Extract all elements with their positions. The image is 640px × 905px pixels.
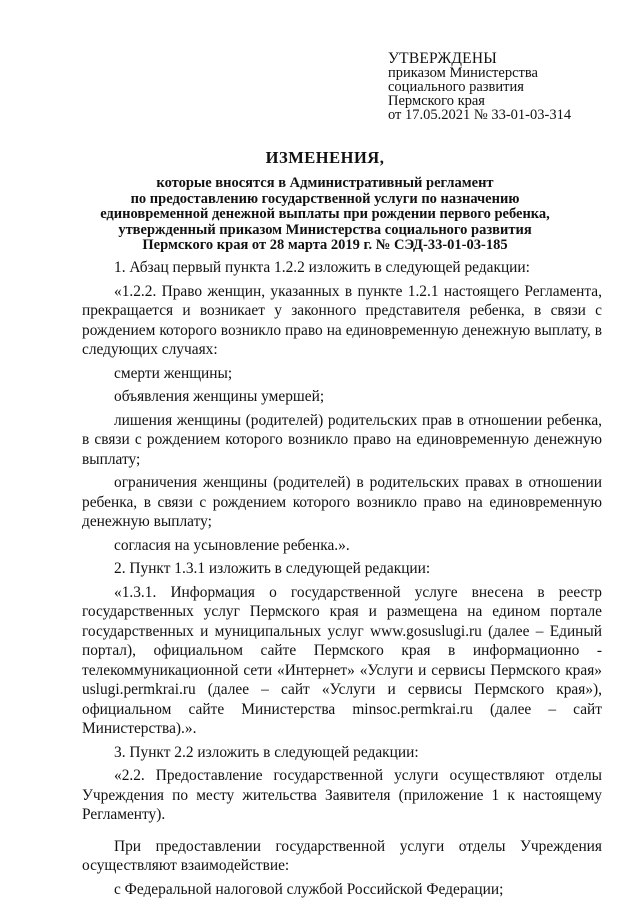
- paragraph: ограничения женщины (родителей) в родительских правах в отношении ребенка, в связи с рождением которого возникло право на единовременную денежную выплату;: [82, 474, 602, 530]
- paragraph: 3. Пункт 2.2 изложить в следующей редакции:: [114, 743, 419, 761]
- subtitle-line: утвержденный приказом Министерства социального развития: [118, 221, 532, 238]
- approval-heading: УТВЕРЖДЕНЫ: [388, 50, 497, 67]
- approval-line: приказом Министерства: [388, 65, 538, 81]
- paragraph: «1.2.2. Право женщин, указанных в пункте 1.2.1 настоящего Регламента, прекращается и возникает у законного представителя ребенка, в связи с рождением которого возникло право на единовременную денежную выплату, в следующих случаях:: [82, 282, 602, 358]
- subtitle-line: единовременной денежной выплаты при рождении первого ребенка,: [100, 206, 550, 222]
- approval-line: социального развития: [388, 79, 524, 95]
- paragraph: смерти женщины;: [114, 364, 233, 382]
- approval-stamp: [388, 52, 618, 122]
- document-body: [82, 258, 602, 903]
- paragraph: «1.3.1. Информация о государственной услуге внесена в реестр государственных услуг Пермского края и размещена на едином портале государственных и муниципальных услуг www.gosuslugi.ru (далее – Единый портал), официальном сайте Пермского края в информационно - телекоммуникационной сети «Интернет» «Услуги и сервисы Пермского края» uslugi.permkrai.ru (далее – сайт «Услуги и сервисы Пермского края»), официальном сайте Министерства minsoc.permkrai.ru (далее – сайт Министерства).».: [82, 583, 602, 737]
- paragraph: 2. Пункт 1.3.1 изложить в следующей редакции:: [114, 560, 431, 577]
- paragraph: 1. Абзац первый пункта 1.2.2 изложить в следующей редакции:: [114, 259, 530, 276]
- approval-date-number: от 17.05.2021 № 33-01-03-314: [388, 107, 572, 123]
- subtitle-line: Пермского края от 28 марта 2019 г. № СЭД-33-01-03-185: [142, 237, 508, 253]
- subtitle-line: которые вносятся в Административный регламент: [156, 175, 494, 191]
- document-title-block: [80, 148, 570, 254]
- document-subtitle: [80, 176, 570, 254]
- paragraph: с Федеральной налоговой службой Российской Федерации;: [114, 880, 504, 898]
- paragraph: лишения женщины (родителей) родительских прав в отношении ребенка, в связи с рождением которого возникло право на единовременную денежную выплату;: [82, 411, 602, 468]
- subtitle-line: по предоставлению государственной услуги по назначению: [130, 190, 520, 207]
- paragraph: «2.2. Предоставление государственной услуги осуществляют отделы Учреждения по месту жительства Заявителя (приложение 1 к настоящему Регламенту).: [82, 767, 602, 823]
- paragraph: При предоставлении государственной услуги отделы Учреждения осуществляют взаимодействие:: [82, 837, 602, 874]
- document-title: ИЗМЕНЕНИЯ,: [265, 148, 385, 167]
- approval-line: Пермского края: [388, 93, 485, 109]
- paragraph: согласия на усыновление ребенка.».: [114, 536, 350, 554]
- paragraph: объявления женщины умершей;: [114, 388, 325, 405]
